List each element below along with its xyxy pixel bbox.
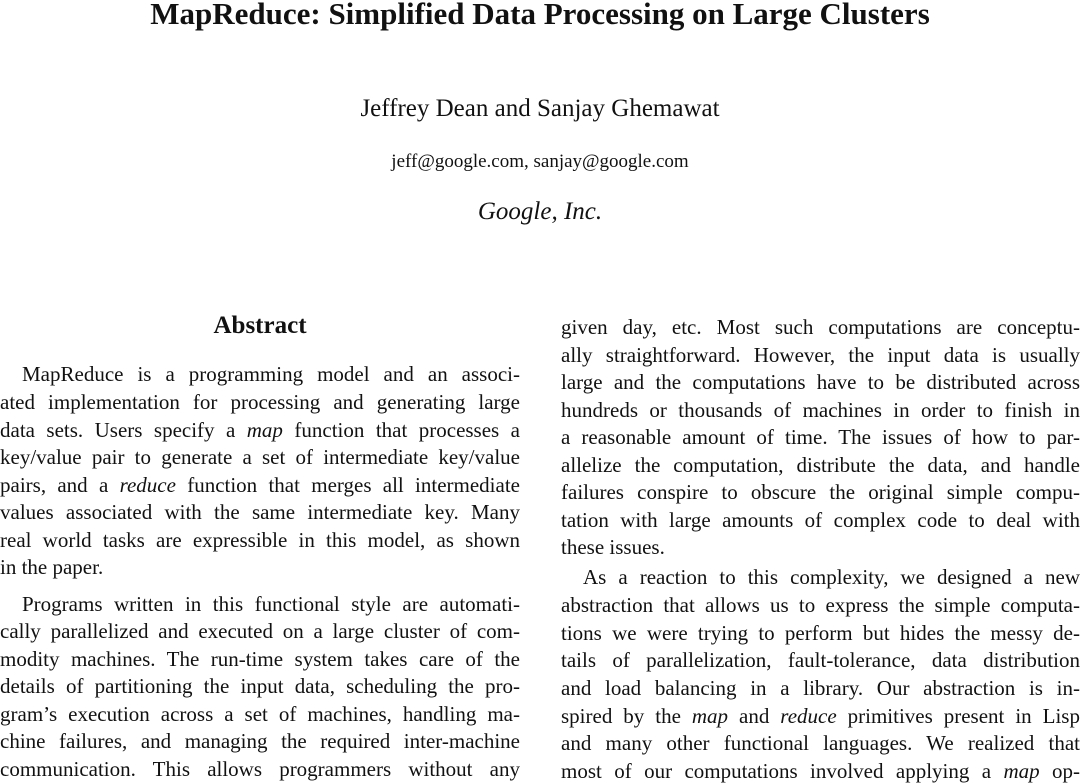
abstract-line: gram’s execution across a set of machines, handling ma-: [0, 702, 520, 726]
abstract-line: data sets. Users specify a map function that processes a: [0, 418, 520, 442]
author-emails: jeff@google.com, sanjay@google.com: [391, 151, 689, 172]
abstract-line: cally parallelized and executed on a large cluster of com-: [0, 619, 520, 643]
body-line: given day, etc. Most such computations are conceptu-: [561, 315, 1080, 339]
abstract-line: in the paper.: [0, 555, 104, 579]
body-line: and many other functional languages. We realized that: [561, 731, 1080, 755]
abstract-line: chine failures, and managing the required inter-machine: [0, 729, 520, 753]
paper-title: MapReduce: Simplified Data Processing on Large Clusters: [150, 0, 930, 31]
body-line: As a reaction to this complexity, we designed a new: [583, 565, 1080, 589]
body-line: tions we were trying to perform but hides the messy de-: [561, 621, 1080, 645]
abstract-line: MapReduce is a programming model and an associ-: [22, 362, 520, 386]
body-line: failures conspire to obscure the original simple compu-: [561, 480, 1080, 504]
paper-authors: Jeffrey Dean and Sanjay Ghemawat: [360, 95, 720, 122]
abstract-heading: Abstract: [213, 312, 307, 339]
body-line: allelize the computation, distribute the data, and handle: [561, 453, 1080, 477]
author-affiliation: Google, Inc.: [477, 198, 603, 225]
abstract-line: ated implementation for processing and generating large: [0, 390, 520, 414]
abstract-line: key/value pair to generate a set of intermediate key/value: [0, 445, 520, 469]
body-line: abstraction that allows us to express the simple computa-: [561, 593, 1080, 617]
body-line: most of our computations involved applying a map op-: [561, 759, 1080, 783]
body-line: tails of parallelization, fault-tolerance, data distribution: [561, 648, 1080, 672]
abstract-line: details of partitioning the input data, scheduling the pro-: [0, 674, 520, 698]
abstract-line: communication. This allows programmers without any: [0, 757, 520, 781]
abstract-line: pairs, and a reduce function that merges all intermediate: [0, 473, 520, 497]
body-line: these issues.: [561, 535, 665, 559]
body-line: spired by the map and reduce primitives present in Lisp: [561, 704, 1080, 728]
body-line: large and the computations have to be distributed across: [561, 370, 1080, 394]
body-line: and load balancing in a library. Our abstraction is in-: [561, 676, 1080, 700]
body-line: hundreds or thousands of machines in order to finish in: [561, 398, 1080, 422]
body-line: tation with large amounts of complex code to deal with: [561, 508, 1080, 532]
abstract-line: Programs written in this functional style are automati-: [22, 592, 520, 616]
abstract-line: modity machines. The run-time system takes care of the: [0, 647, 520, 671]
body-line: a reasonable amount of time. The issues of how to par-: [561, 425, 1080, 449]
abstract-line: values associated with the same intermediate key. Many: [0, 500, 520, 524]
abstract-line: real world tasks are expressible in this model, as shown: [0, 528, 520, 552]
body-line: ally straightforward. However, the input data is usually: [561, 343, 1080, 367]
